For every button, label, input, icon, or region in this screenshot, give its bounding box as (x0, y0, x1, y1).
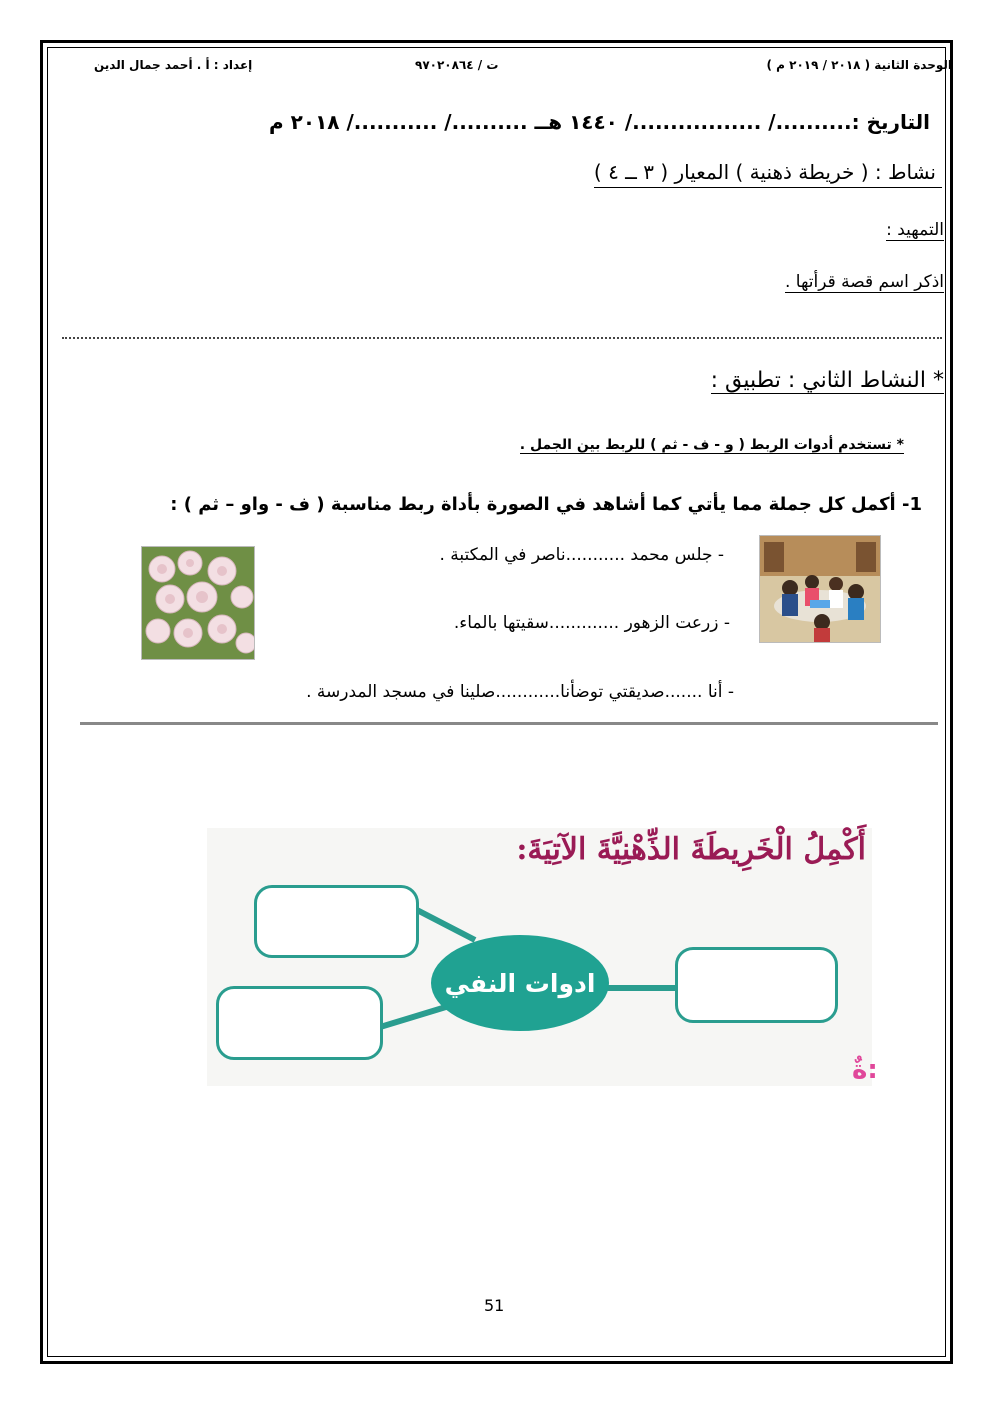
sentence-2: - زرعت الزهور .............سقيتها بالماء. (453, 613, 730, 633)
question-1: 1- أكمل كل جملة مما يأتي كما أشاهد في الصورة بأداة ربط مناسبة ( ف - واو – ثم ) : (170, 494, 922, 515)
activity2-title: * النشاط الثاني : تطبيق : (710, 368, 944, 393)
section-divider (80, 722, 938, 725)
activity-title: نشاط : ( خريطة ذهنية ) المعيار ( ٣ ــ ٤ ) (594, 160, 942, 188)
roses-photo-drawing (142, 547, 254, 659)
page-number: 51 (484, 1296, 505, 1315)
date-line: التاريخ :........../ ................./ ١٤٤٠ هــ ........../ .........../ ٢٠١٨ م (269, 110, 930, 134)
mindmap-box-top-left[interactable] (254, 885, 419, 958)
unit-label: الوحدة الثانية ( ٢٠١٨ / ٢٠١٩ م ) (766, 58, 952, 72)
classroom-photo (759, 535, 881, 643)
mindmap-center-node: ادوات النفي (431, 935, 609, 1031)
phone-label: ت / ٩٧٠٢٠٨٦٤ (415, 58, 499, 72)
sentence-1: - جلس محمد ...........ناصر في المكتبة . (439, 545, 724, 565)
mindmap-title: أَكْمِلُ الْخَرِيطَةَ الذِّهْنِيَّةَ الآتِيَةَ: (516, 832, 866, 867)
corner-mark: ةٌ: (852, 1055, 878, 1085)
mindmap-box-bottom-left[interactable] (216, 986, 383, 1060)
activity2-instruction: * تستخدم أدوات الربط ( و - ف - ثم ) للربط بين الجمل . (519, 437, 904, 453)
connector-top-left (417, 910, 475, 940)
intro-title: التمهيد : (886, 220, 944, 240)
roses-photo (141, 546, 255, 660)
sentence-3: - أنا .......صديقتي توضأنا............صلينا في مسجد المدرسة . (306, 682, 734, 702)
page-border-inner (47, 47, 946, 1357)
mindmap-box-right[interactable] (675, 947, 838, 1023)
answer-dotted-line (62, 337, 942, 339)
intro-question: اذكر اسم قصة قرأتها . (784, 272, 944, 292)
author-label: إعداد : أ . أحمد جمال الدين (94, 58, 253, 72)
classroom-photo-drawing (760, 536, 880, 642)
